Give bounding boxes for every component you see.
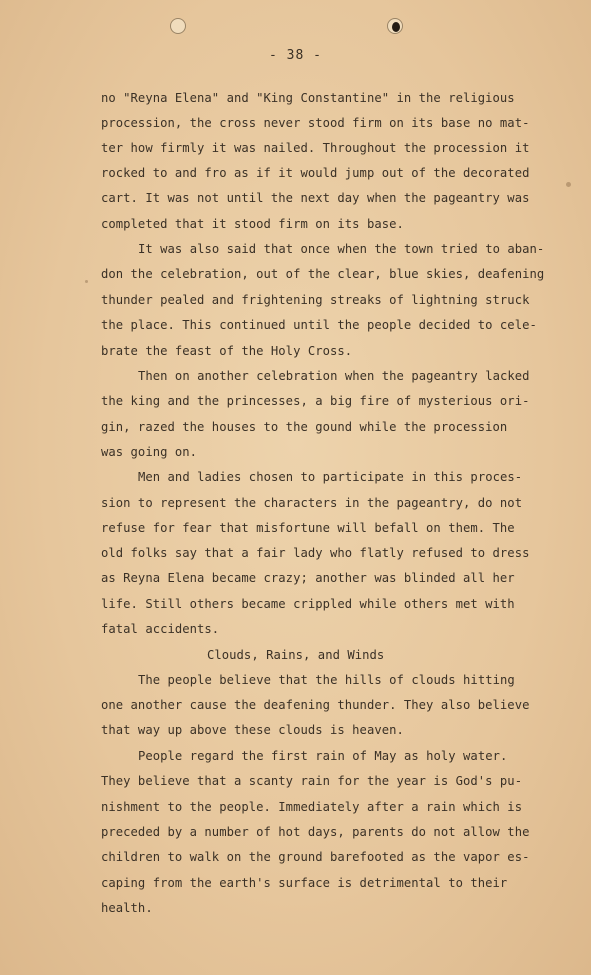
text-line: ter how firmly it was nailed. Throughout the procession it [101, 141, 530, 155]
text-line: was going on. [101, 445, 198, 459]
text-line: brate the feast of the Holy Cross. [101, 344, 353, 358]
stain-spot [566, 182, 571, 187]
text-line: old folks say that a fair lady who flatly refused to dress [101, 546, 530, 560]
text-line: health. [101, 901, 153, 915]
text-line: the place. This continued until the people decided to cele- [101, 318, 537, 332]
text-line: no "Reyna Elena" and "King Constantine" in the religious [101, 91, 515, 105]
text-line: procession, the cross never stood firm on its base no mat- [101, 116, 530, 130]
text-line: nishment to the people. Immediately after a rain which is [101, 800, 523, 814]
text-line: caping from the earth's surface is detrimental to their [101, 876, 508, 890]
punch-hole-right [387, 18, 403, 34]
text-line: as Reyna Elena became crazy; another was blinded all her [101, 571, 515, 585]
stain-spot [85, 280, 88, 283]
text-line: life. Still others became crippled while others met with [101, 597, 515, 611]
text-line: don the celebration, out of the clear, blue skies, deafening [101, 267, 545, 281]
page-number: - 38 - [269, 48, 322, 63]
text-line: fatal accidents. [101, 622, 220, 636]
text-line: rocked to and fro as if it would jump out of the decorated [101, 166, 530, 180]
text-line: gin, razed the houses to the gound while the procession [101, 420, 508, 434]
text-line: preceded by a number of hot days, parents do not allow the [101, 825, 530, 839]
text-line: thunder pealed and frightening streaks of lightning struck [101, 293, 530, 307]
paragraph-start-line: It was also said that once when the town tried to aban- [138, 242, 545, 256]
text-line: the king and the princesses, a big fire of mysterious ori- [101, 394, 530, 408]
text-line: completed that it stood firm on its base. [101, 217, 404, 231]
punch-hole-left [170, 18, 186, 34]
text-line: cart. It was not until the next day when the pageantry was [101, 191, 530, 205]
text-line: children to walk on the ground barefooted as the vapor es- [101, 850, 530, 864]
paragraph-start-line: People regard the first rain of May as holy water. [138, 749, 508, 763]
paragraph-start-line: Then on another celebration when the pageantry lacked [138, 369, 530, 383]
paragraph-start-line: Men and ladies chosen to participate in this proces- [138, 470, 523, 484]
paragraph-start-line: The people believe that the hills of clouds hitting [138, 673, 515, 687]
text-line: sion to represent the characters in the pageantry, do not [101, 496, 523, 510]
section-heading: Clouds, Rains, and Winds [207, 648, 385, 662]
text-line: that way up above these clouds is heaven. [101, 723, 404, 737]
text-line: refuse for fear that misfortune will befall on them. The [101, 521, 515, 535]
text-line: They believe that a scanty rain for the year is God's pu- [101, 774, 523, 788]
text-line: one another cause the deafening thunder. They also believe [101, 698, 530, 712]
